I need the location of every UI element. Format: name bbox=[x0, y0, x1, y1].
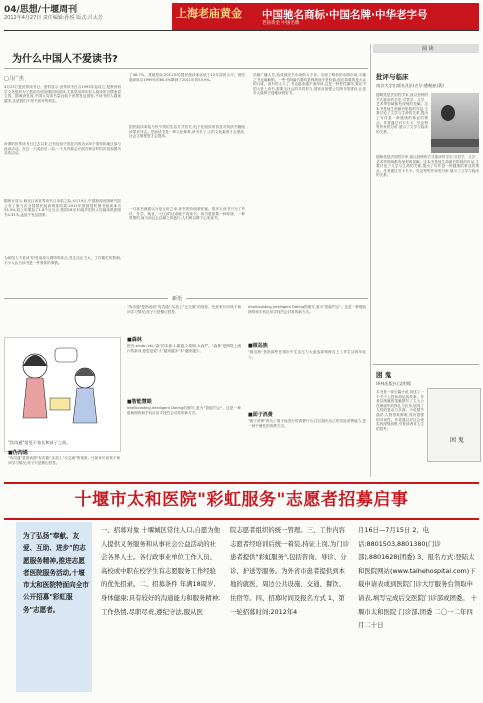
term-text: "伪沟通"是指表面"有沟通",实质上"无交流"的现象。比如家长向孩子询问学习情况,孩子只是敷衍回答。 bbox=[127, 305, 241, 314]
recruit-title: 十堰市太和医院"彩虹服务"志愿者招募启事 bbox=[74, 490, 409, 510]
book-divider bbox=[373, 364, 479, 365]
book-cover bbox=[431, 93, 479, 153]
article-paragraph: 了48.7%。其就是说,2011年的国民阅读率远低于12年前的水平。国民阅读率从1999年的60.4%降到了2011年的53.9%。 bbox=[129, 73, 245, 82]
article-paragraph: 一旦读书就被认为是无用之举,读书的价值被怀疑。很多人读书只为了考试、升学、就业,一旦目的达成就不再读书。读书是需要一种环境、一种氛围的,而当前社会浮躁之风盛行,人们难以静下心来读书。 bbox=[129, 207, 245, 221]
article-byline: □马广杰 bbox=[4, 76, 24, 82]
article-paragraph: 为何国人不爱读书?受电视与网络的冲击,受生活压力大、工作繁忙的影响,不少人认为读书是一件奢侈的事情。 bbox=[4, 256, 121, 265]
book-review-text: 德勒兹是法国哲学家,他以独特的方式重读哲学史,对哲学、文学、艺术等领域都有深刻的见解。这本书是他生命最后阶段的作品,主要讨论了文学与生命的关系,提出了写作是一种健康的事业的观点。作者通过对卡夫卡、贝克特等作家的分析,展示了文学与临床的关系。 bbox=[376, 155, 479, 178]
date-line: 2012年4月27日 责任编辑:孙悦 版式:吕太芳 bbox=[4, 15, 103, 21]
header-rule bbox=[4, 30, 479, 31]
article-paragraph: 所谓的世界读书日过去以来,已有包括中国在内的近100个国家和地区参与此项活动。在这一天或前后一周,一个月内都会开展各种各样的庆祝和图书宣传活动。 bbox=[4, 142, 121, 156]
cartoon-caption: "伪沟通"常见于家长和孩子之间。 bbox=[8, 440, 71, 445]
book-title: 困 鬼 bbox=[376, 371, 392, 379]
book-cover bbox=[427, 388, 481, 462]
article-paragraph: 出版广播人员,造成国民书市场供大于求。出现了畸形的出版市场,平庸之书也能畅销。一些书商编书要的是利润而不是价值,他们看重的是大众的口味。读书的人少了,书也越来越不值得读,这是一种恶性循环,要让中国人爱上读书,需要全社会的共同努力,国家应加强公共图书馆建设,让更多人能够方便地读到好书。 bbox=[253, 73, 366, 96]
book-title: 批评与临床 bbox=[376, 73, 409, 81]
article-paragraph: 国民阅读率低与快节奏的生活方式有关,电子化阅读的普及对纸质书籍阅读带来冲击。然而读书是一种文化修养,读书多了,人的文化素养才会提高,社会文明程度才会提高。 bbox=[129, 125, 245, 139]
book-review-text: 德勒兹是法国哲学家,他以独特的方式重读哲学史,对哲学、文学、艺术等领域都有深刻的见解。这本书是他生命最后阶段的作品,主要讨论了文学与生命的关系,提出了写作是一种健康的事业的观点。作者通过对卡夫卡、贝克特等作家的分析,展示了文学与临床的关系。 bbox=[376, 93, 428, 134]
cartoon-illustration bbox=[4, 337, 121, 452]
term-text: Intelliudating,Intelligent Dating的缩写,意为"智能约会"。这是一种借助网络和手机应用寻找约会对象的新方式。 bbox=[248, 305, 366, 314]
recruit-intro: 为了弘扬"奉献、友爱、互助、进步"的志愿服务精神,推进志愿者医院服务活动,十堰市太和医院特面向全市公开招募"彩虹服务"志愿者。 bbox=[23, 532, 89, 614]
term-heading: ■植岛族 bbox=[248, 343, 268, 349]
banner-subtext: 老庙黄金 中国名牌 bbox=[262, 21, 300, 26]
term-heading: ■智能慧眼 bbox=[127, 399, 152, 405]
article-paragraph: 据统计显示,截至目前世界读书日来临之际,4月19日,中国新闻出版研究院公布了第九次全国国民阅读调查结果:2011年我国国民图书阅读率为53.9%,较上年增加了1.6个百分点,我国18至70周岁国民人均阅读纸质图书4.35本,远低于发达国家。 bbox=[4, 199, 121, 217]
book-publisher: 译林出版社/文明熙 bbox=[376, 381, 411, 386]
column-divider bbox=[370, 44, 371, 477]
term-text: "植岛族"是指那些在城市中生活压力大而选择到海岛上工作生活的年轻人。 bbox=[248, 350, 366, 359]
term-heading: ■面子消费 bbox=[248, 412, 273, 418]
ad-top-rule bbox=[4, 482, 479, 484]
term-text: 拼音:zhuǎn zǎi,"森"的本意:1.繁盛,2.阴暗,3.森严。"森林"是网络上流行的新词,意思是说"人"越来越多"木"越来越少。 bbox=[127, 344, 241, 353]
recruit-column: 院志愿者组织的统一管理。三、工作内容 志愿者经培训后统一着装,持证上岗,为门诊患者提供"彩虹服务",包括咨询、导诊、分诊、护送等服务。为外省市患者提供到本地的就医、周边公共设施、交通、餐饮、住宿等。四、招募时间及报名方式 1、第一轮招募时间:2012年4 bbox=[230, 526, 350, 616]
reading-section-label: 阅 读 bbox=[418, 45, 438, 52]
ad-rule bbox=[4, 518, 479, 520]
book-review-text: 本书是一部长篇小说,讲述了一个关于人性和命运的故事。作者以细腻的笔触描写了主人公在困境中的挣扎与抗争,展现了人性的复杂与多面。小说情节曲折,人物形象鲜明,具有很强的可读性。作者通过对社会现实的深刻洞察,引发读者对人生的思考。 bbox=[376, 390, 424, 431]
page-label: 04/思想/十堰周刊 bbox=[4, 5, 78, 15]
term-text: "伪沟通"是指表面"有沟通",实质上"无交流"的现象。比如家长向孩子询问学习情况,孩子只是敷衍回答。 bbox=[8, 456, 120, 465]
recruit-column: 月16日—7月15日 2、电话:8801503,8801380(门诊部),8801628(团委) 3、报名方式:登陆太和医院网站(www.taihehospital.com)下载申请表或到医院门诊大厅服务台领取申请表,填写完成后交医院门诊部或团委。 十堰市太和医院 门诊部,团委 二〇一二年四月二十日 bbox=[358, 526, 478, 630]
banner-logo: 上海老庙黄金 bbox=[176, 7, 242, 20]
recruit-column: 一、招募对象 十堰城区常住人口,自愿为他人提供义务服务和从事社会公益活动的社会各界人士。各行政事业单位工作人员、高校或中职在校学生有志愿服务工作经验的优先招录。二、招募条件 年满18周岁,身体健康;具有较好的沟通能力和服务精神;工作热情,尽职尽责,遵纪守法,服从医 bbox=[101, 526, 221, 616]
article-title: 为什么中国人不爱读书? bbox=[12, 54, 118, 65]
cartoon-svg bbox=[5, 338, 120, 438]
term-text: Intelliudating,Intelligent Dating的缩写,意为"智能约会"。这是一种借助网络和手机应用寻找约会对象的新方式。 bbox=[127, 406, 241, 415]
term-heading: ■森林 bbox=[127, 337, 142, 343]
section-label-xinyu: 新语 bbox=[168, 295, 186, 302]
recruit-intro-box bbox=[16, 522, 92, 692]
term-heading: ■伪沟通 bbox=[8, 450, 28, 456]
banner-slogan: 中国驰名商标·中国名牌·中华老字号 bbox=[262, 9, 428, 21]
book-cover-title: 困 鬼 bbox=[450, 437, 464, 444]
book-publisher: 南京大学出版社/(法)吉尔·德勒兹(著) bbox=[376, 83, 444, 88]
article-paragraph: 4月23日是世界读书日。资料显示,世界读书日自1995年起设立,是教育科学文化组织为了鼓励各国加强国民阅读,尤其是培养年轻人阅读的习惯而设立的。据调查发现,中国人均读书量远低于世界发达国家,不读书的人越来越多,这是我们不得不面对的现实。 bbox=[4, 85, 121, 103]
title-divider bbox=[4, 68, 368, 69]
term-text: "面子消费"指为了面子而进行的消费行为,往往超出自己的实际消费能力,是一种不理性的消费方式。 bbox=[248, 419, 366, 428]
